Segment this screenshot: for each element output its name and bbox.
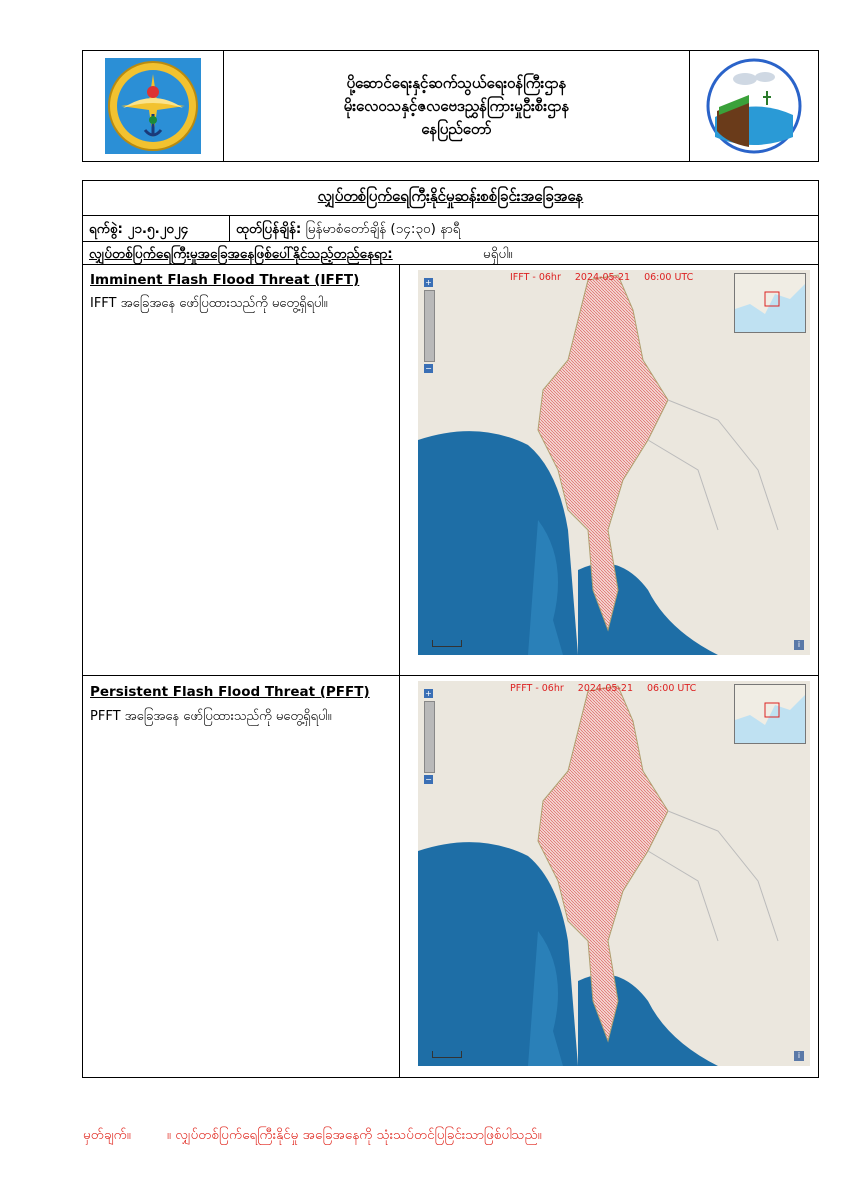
report-date: ရက်စွဲ: ၂၁.၅.၂၀၂၄ [89,221,189,237]
pfft-product: PFFT - 06hr [510,683,564,694]
pfft-locator-inset [734,684,806,744]
ifft-description: IFFT အခြေအနေ ဖော်ပြထားသည်ကို မတွေ့ရှိရပါ။ [90,296,328,311]
ifft-zoom-slider[interactable] [424,290,435,362]
header-title-block [224,51,689,161]
ifft-zoom-in-button[interactable]: + [425,278,432,287]
ifft-time: 06:00 UTC [644,272,694,283]
issue-time-label: ထုတ်ပြန်ချိန်: [236,221,302,237]
pfft-map-caption [510,683,710,694]
date-row [83,215,818,242]
pfft-map[interactable] [418,681,810,1066]
column-divider [399,264,400,1077]
pfft-title: Persistent Flash Flood Threat (PFFT) [90,684,370,700]
report-title: လျှပ်တစ်ပြက်ရေကြီးနိုင်မှုဆန်းစစ်ခြင်းအခြေအနေ [83,181,818,216]
pfft-description: PFFT အခြေအနေ ဖော်ပြထားသည်ကို မတွေ့ရှိရပါ။ [90,709,332,724]
ifft-locator-inset [734,273,806,333]
city-name: နေပြည်တော် [421,119,492,138]
pfft-date: 2024-05-21 [577,683,633,694]
pfft-time: 06:00 UTC [647,683,697,694]
ifft-map[interactable] [418,270,810,655]
logo-cell [83,51,224,161]
issue-time [236,220,460,240]
ministry-emblem-icon [105,58,201,154]
section-divider [83,675,818,676]
ifft-info-button[interactable]: i [794,640,804,650]
hydro-logo-cell [689,51,818,161]
location-row [83,241,818,265]
ifft-scale-bar [432,640,462,647]
footer-note [83,1126,542,1146]
date-divider [229,215,230,241]
hydrological-cycle-icon [705,57,803,155]
location-value: မရှိပါ။ [483,246,513,262]
ministry-name: ပို့ဆောင်ရေးနှင့်ဆက်သွယ်ရေးဝန်ကြီးဌာန [346,73,567,92]
department-name: မိုးလေဝသနှင့်ဇလဗေဒညွှန်ကြားမှုဦးစီးဌာန [343,96,570,115]
ifft-product: IFFT - 06hr [510,272,561,283]
pfft-zoom-out-button[interactable]: − [425,775,432,784]
letterhead [82,50,819,162]
pfft-zoom-slider[interactable] [424,701,435,773]
pfft-zoom-in-button[interactable]: + [425,689,432,698]
note-label: မှတ်ချက်။ [83,1127,131,1143]
ifft-date: 2024-05-21 [574,272,631,283]
ifft-zoom-out-button[interactable]: − [425,364,432,373]
assessment-table [82,180,819,1078]
pfft-info-button[interactable]: i [794,1051,804,1061]
location-label: လျှပ်တစ်ပြက်ရေကြီးမှုအခြေအနေဖြစ်ပေါ်နိုင်သည့်တည်နေရာ: [89,246,393,262]
ifft-map-caption [510,272,707,283]
pfft-scale-bar [432,1051,462,1058]
note-text: ။ လျှပ်တစ်ပြက်ရေကြီးနိုင်မှု အခြေအနေကို သုံးသပ်တင်ပြခြင်းသာဖြစ်ပါသည်။ [166,1127,542,1143]
ifft-title: Imminent Flash Flood Threat (IFFT) [90,272,360,288]
issue-time-value: မြန်မာစံတော်ချိန် (၁၄:၃၀) နာရီ [305,221,461,237]
